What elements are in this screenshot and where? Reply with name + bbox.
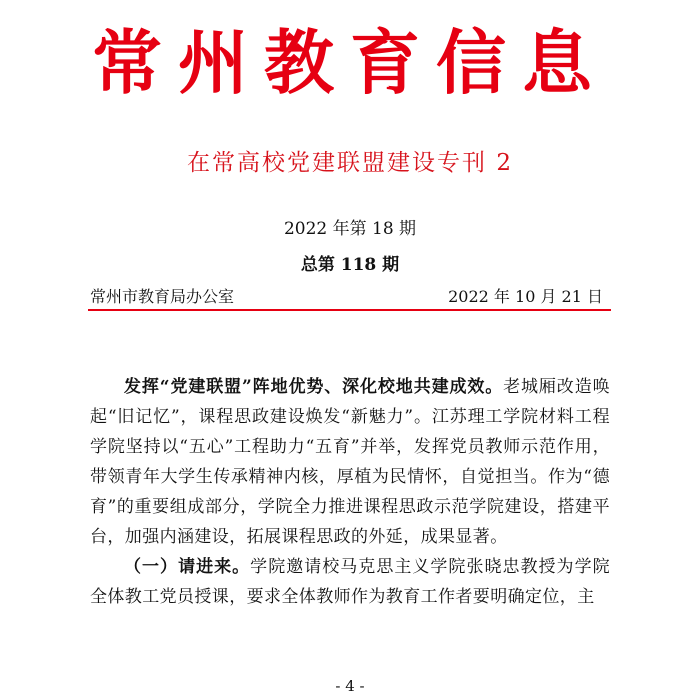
page-number: - 4 - [335, 677, 365, 695]
lead-heading: 发挥“党建联盟”阵地优势、深化校地共建成效。 [124, 377, 504, 397]
section-heading: （一）请进来。 [124, 557, 251, 577]
publication-date: 2022 年 10 月 21 日 [448, 287, 603, 306]
issue-number: 2022 年第 18 期 [283, 219, 417, 239]
section-text: 学院邀请校马克思主义学院张晓忠教授为学院全体教工党员授课，要求全体教师作为教育工作者要明确定位，主 [90, 557, 611, 607]
publishing-office: 常州市教育局办公室 [90, 287, 235, 306]
total-issue-number: 总第 118 期 [300, 255, 400, 275]
special-issue-subtitle: 在常高校党建联盟建设专刊 2 [187, 150, 513, 176]
article-body [90, 372, 610, 612]
article-paragraph [90, 552, 610, 612]
masthead-title: 常州教育信息 [92, 21, 608, 104]
article-paragraph [90, 372, 610, 552]
header-divider [88, 309, 611, 311]
paragraph-text: 老城厢改造唤起“旧记忆”，课程思政建设焕发“新魅力”。江苏理工学院材料工程学院坚持以“五心”工程助力“五育”并举，发挥党员教师示范作用，带领青年大学生传承精神内核，厚植为民情怀，自觉担当。作为“德育”的重要组成部分，学院全力推进课程思政示范学院建设，搭建平台，加强内涵建设，拓展课程思政的外延，成果显著。 [90, 377, 610, 547]
